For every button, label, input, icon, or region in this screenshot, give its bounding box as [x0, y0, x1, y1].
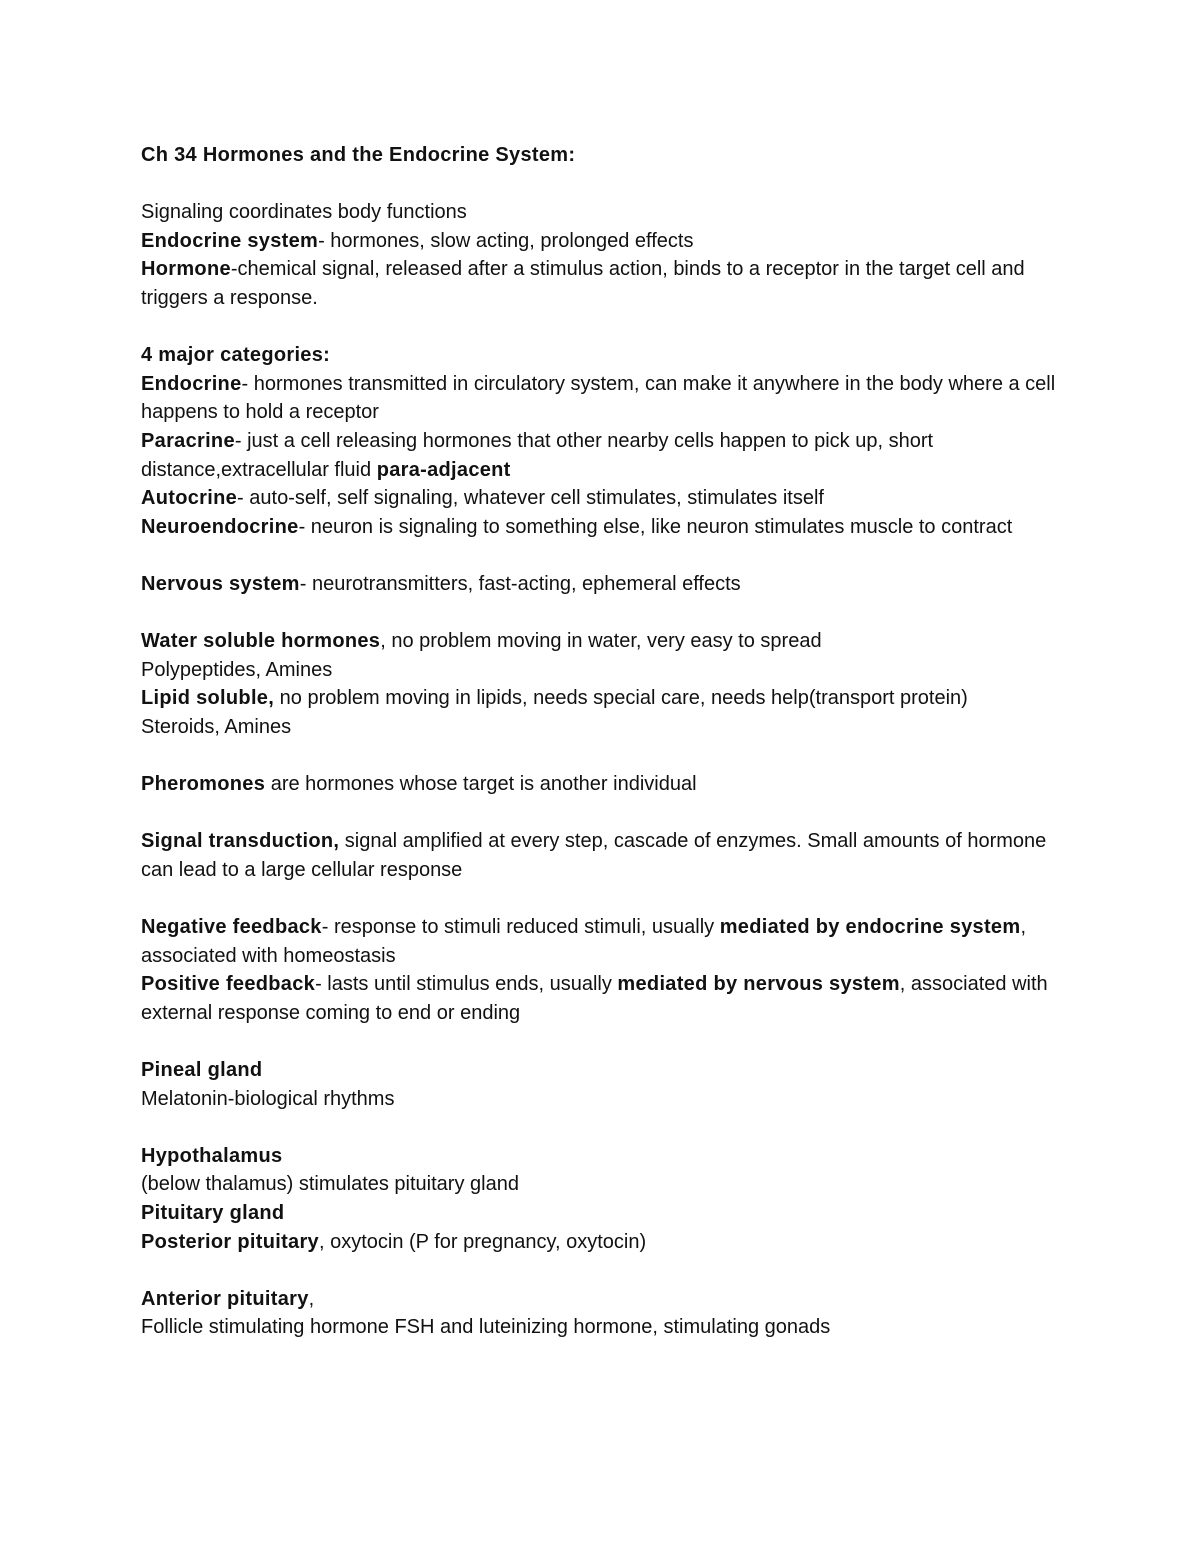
pineal-heading — [141, 1056, 1066, 1085]
term: Nervous system — [141, 572, 300, 595]
definition: are hormones whose target is another individual — [265, 773, 697, 796]
signal-transduction-entry — [141, 827, 1066, 884]
paracrine-entry — [141, 427, 1066, 484]
spacer — [141, 170, 1066, 199]
definition: - lasts until stimulus ends, usually — [315, 973, 618, 996]
endocrine-entry — [141, 370, 1066, 427]
term: Negative feedback — [141, 916, 322, 939]
categories-heading-text: 4 major categories: — [141, 344, 331, 367]
lipid-soluble-entry — [141, 684, 1066, 713]
definition: - hormones, slow acting, prolonged effects — [318, 229, 694, 252]
spacer — [141, 799, 1066, 828]
spacer — [141, 884, 1066, 913]
intro-line: Signaling coordinates body functions — [141, 201, 467, 224]
page-title — [141, 141, 1066, 170]
endocrine-system-entry — [141, 227, 1066, 256]
water-soluble-entry — [141, 627, 1066, 656]
spacer — [141, 1027, 1066, 1056]
definition: signal amplified at every step, cascade of enzymes. Small amounts of hormone can lead to a large cellular response — [141, 830, 1047, 881]
term: Lipid soluble, — [141, 687, 275, 710]
term: Endocrine system — [141, 229, 319, 252]
document-body — [141, 141, 1066, 1342]
anterior-pituitary-entry — [141, 1285, 1066, 1314]
definition-tail: , associated with homeostasis — [141, 916, 1026, 967]
definition: , oxytocin (P for pregnancy, oxytocin) — [318, 1230, 647, 1253]
anterior-pituitary-text: Follicle stimulating hormone FSH and luteinizing hormone, stimulating gonads — [141, 1316, 831, 1339]
page-title-text: Ch 34 Hormones and the Endocrine System: — [141, 144, 576, 166]
categories-heading — [141, 341, 1066, 370]
term: Neuroendocrine — [141, 515, 299, 538]
definition: , — [308, 1287, 315, 1310]
term: Paracrine — [141, 429, 235, 452]
definition: - just a cell releasing hormones that other nearby cells happen to pick up, short distance,extracellular fluid — [141, 429, 934, 481]
definition: - hormones transmitted in circulatory system, can make it anywhere in the body where a cell happens to hold a receptor — [141, 372, 1056, 424]
spacer — [141, 313, 1066, 342]
spacer — [141, 599, 1066, 628]
pheromones-entry — [141, 770, 1066, 799]
definition: - neurotransmitters, fast-acting, ephemeral effects — [299, 572, 741, 595]
term: Water soluble hormones — [141, 630, 381, 653]
term: Anterior pituitary — [141, 1287, 309, 1310]
lipid-soluble-examples: Steroids, Amines — [141, 715, 292, 738]
nervous-system-entry — [141, 570, 1066, 599]
hypothalamus-text: (below thalamus) stimulates pituitary gland — [141, 1173, 519, 1196]
definition: -chemical signal, released after a stimulus action, binds to a receptor in the target cell and triggers a response. — [141, 258, 1025, 309]
definition: - response to stimuli reduced stimuli, usually — [321, 916, 720, 939]
posterior-pituitary-entry — [141, 1228, 1066, 1257]
definition: - neuron is signaling to something else, like neuron stimulates muscle to contract — [298, 515, 1013, 538]
emphasis: para-adjacent — [376, 458, 511, 481]
definition-tail: , associated with external response coming to end or ending — [141, 973, 1048, 1024]
term: Posterior pituitary — [141, 1230, 319, 1253]
heading-text: Hypothalamus — [141, 1144, 283, 1167]
water-soluble-examples: Polypeptides, Amines — [141, 658, 333, 681]
pituitary-heading — [141, 1199, 1066, 1228]
autocrine-entry — [141, 484, 1066, 513]
definition: - auto-self, self signaling, whatever cell stimulates, stimulates itself — [237, 487, 824, 510]
emphasis: mediated by endocrine system — [719, 916, 1021, 939]
negative-feedback-entry — [141, 913, 1066, 970]
term: Hormone — [141, 258, 231, 281]
pineal-text: Melatonin-biological rhythms — [141, 1087, 395, 1110]
hormone-entry — [141, 255, 1066, 312]
neuroendocrine-entry — [141, 513, 1066, 542]
positive-feedback-entry — [141, 970, 1066, 1027]
emphasis: mediated by nervous system — [617, 973, 900, 996]
term: Signal transduction, — [141, 830, 340, 853]
spacer — [141, 1113, 1066, 1142]
spacer — [141, 741, 1066, 770]
heading-text: Pineal gland — [141, 1059, 263, 1081]
definition: , no problem moving in water, very easy to spread — [380, 630, 822, 653]
spacer — [141, 541, 1066, 570]
definition: no problem moving in lipids, needs special care, needs help(transport protein) — [274, 687, 968, 710]
term: Positive feedback — [141, 973, 316, 996]
term: Endocrine — [141, 372, 242, 395]
hypothalamus-heading — [141, 1142, 1066, 1171]
heading-text: Pituitary gland — [141, 1201, 285, 1224]
spacer — [141, 1256, 1066, 1285]
term: Autocrine — [141, 487, 238, 510]
term: Pheromones — [141, 773, 266, 796]
